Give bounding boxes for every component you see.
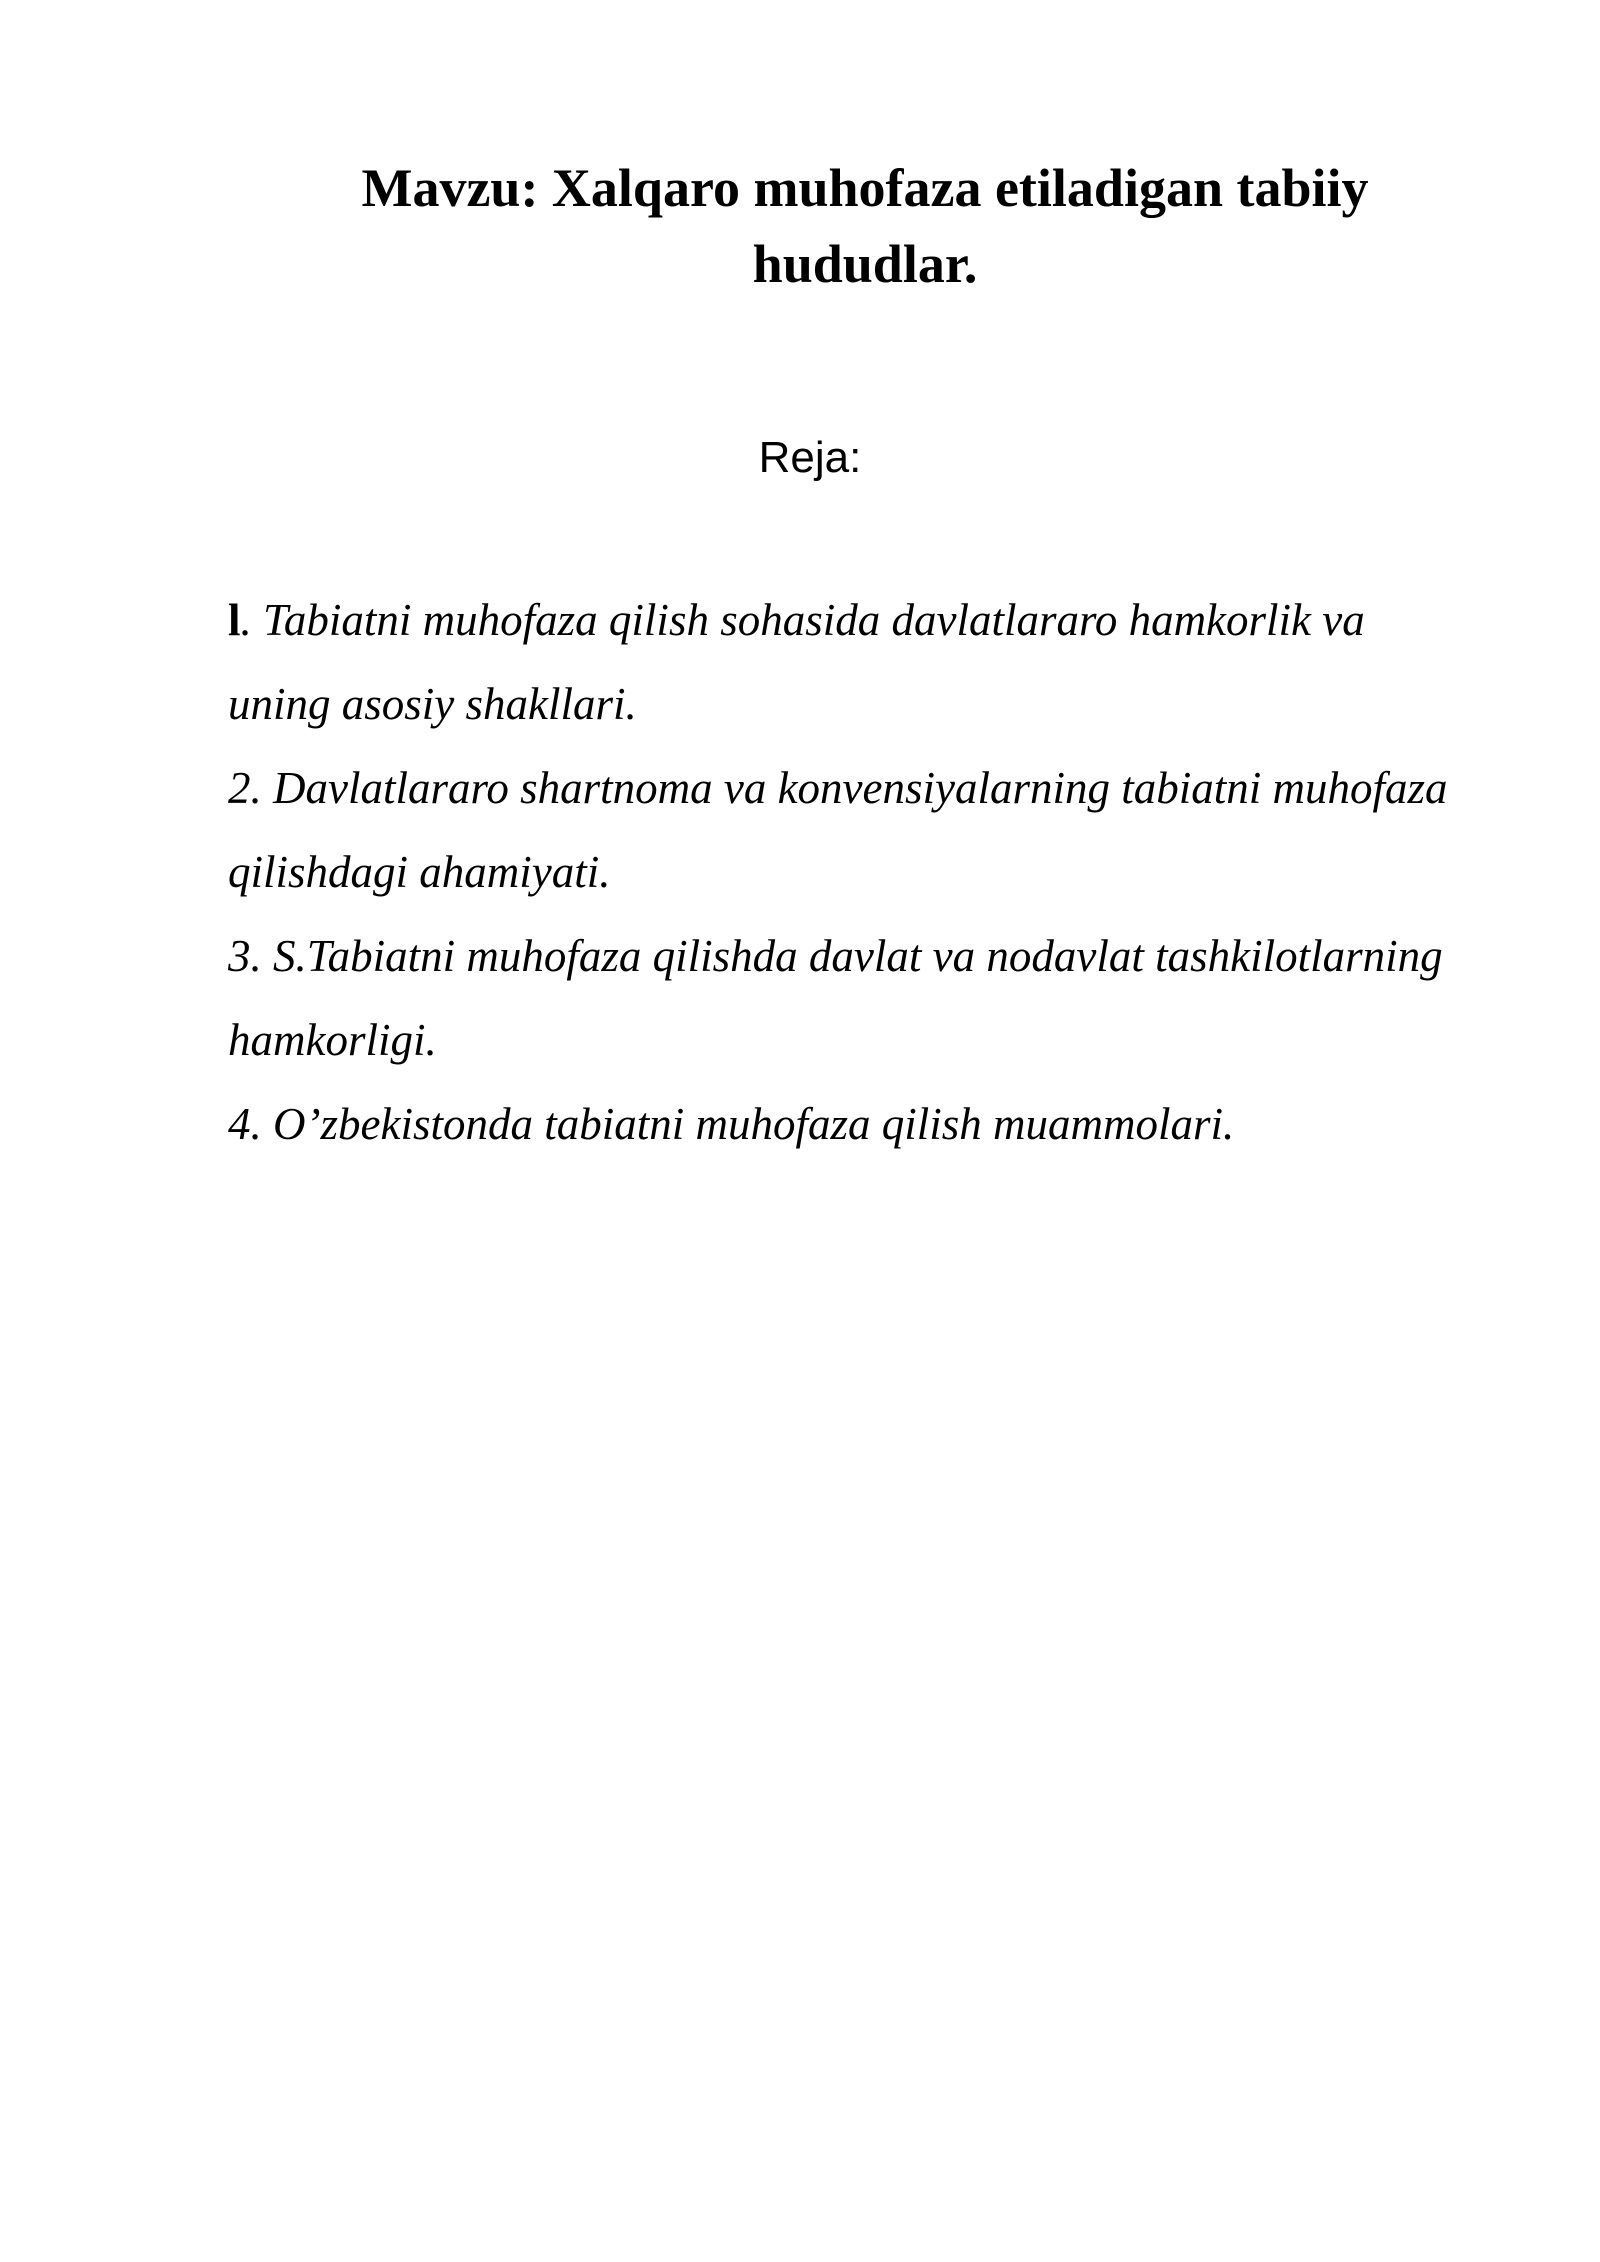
plan-list — [228, 578, 1458, 1166]
plan-item-4 — [228, 1082, 1458, 1166]
plan-item-3 — [228, 914, 1458, 1082]
plan-item-2-text: 2. Davlatlararo shartnoma va konvensiyalarning tabiatni muhofaza qilishdagi ahamiyati. — [228, 763, 1448, 897]
plan-item-1-text: . Tabiatni muhofaza qilish sohasida davlatlararo hamkorlik va uning asosiy shakllari. — [228, 595, 1365, 729]
plan-heading: Reja: — [758, 433, 862, 482]
plan-item-4-text: 4. O’zbekistonda tabiatni muhofaza qilish muammolari. — [228, 1099, 1235, 1149]
plan-item-3-text: 3. S.Tabiatni muhofaza qilishda davlat va nodavlat tashkilotlarning hamkorligi. — [228, 931, 1443, 1065]
plan-item-1-marker: l — [228, 595, 241, 645]
plan-item-2 — [228, 746, 1458, 914]
document-title: Mavzu: Xalqaro muhofaza etiladigan tabiiy hududlar. — [361, 158, 1369, 294]
plan-item-1 — [228, 578, 1458, 746]
